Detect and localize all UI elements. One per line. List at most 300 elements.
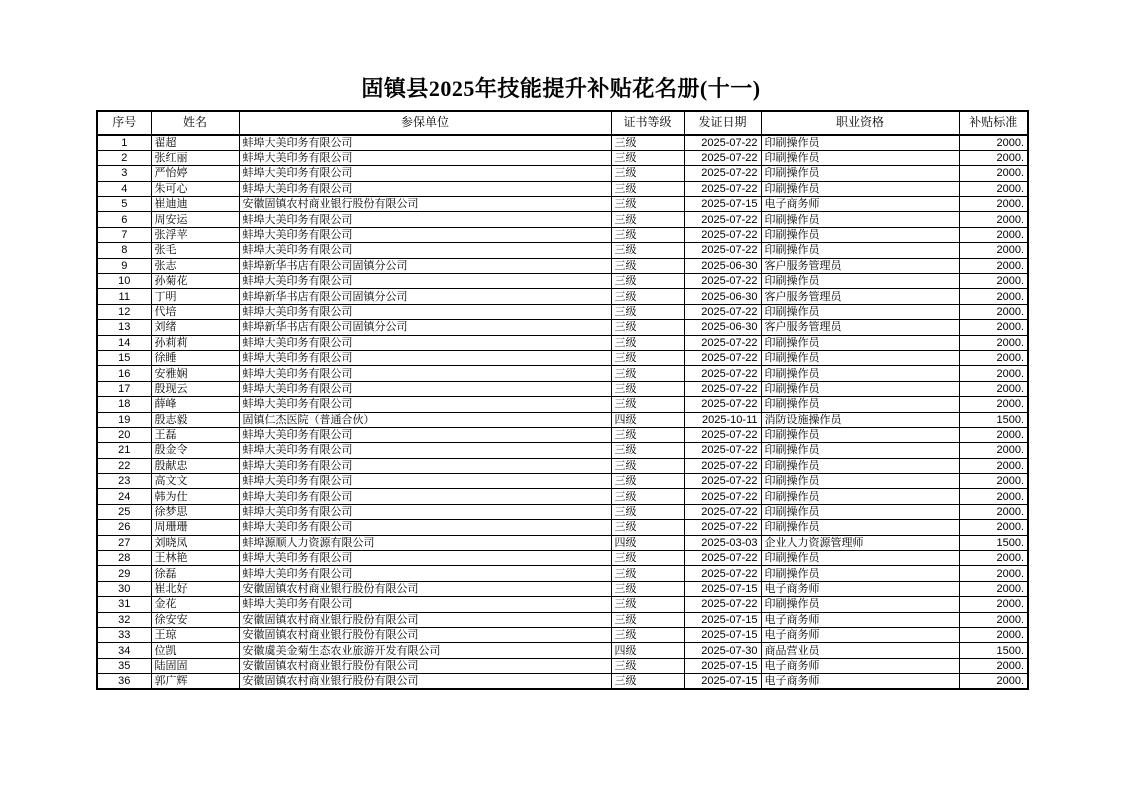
cell-subsidy: 2000. [959,612,1028,627]
cell-issue-date: 2025-07-15 [684,612,761,627]
cell-cert-level: 三级 [611,427,684,442]
table-row [97,212,1028,227]
cell-cert-level: 三级 [611,489,684,504]
cell-cert-level: 三级 [611,350,684,365]
cell-cert-level: 三级 [611,197,684,212]
cell-index: 18 [97,397,151,412]
column-header-name: 姓名 [151,111,239,135]
cell-name: 张志 [151,258,239,273]
cell-index: 9 [97,258,151,273]
cell-employer: 蚌埠大美印务有限公司 [239,458,611,473]
table-row [97,520,1028,535]
cell-name: 金花 [151,597,239,612]
cell-index: 32 [97,612,151,627]
cell-employer: 蚌埠大美印务有限公司 [239,443,611,458]
cell-cert-level: 三级 [611,335,684,350]
cell-name: 孙莉莉 [151,335,239,350]
cell-issue-date: 2025-06-30 [684,289,761,304]
cell-qualification: 客户服务管理员 [761,289,959,304]
cell-employer: 安徽固镇农村商业银行股份有限公司 [239,674,611,689]
cell-qualification: 印刷操作员 [761,597,959,612]
cell-index: 26 [97,520,151,535]
cell-subsidy: 2000. [959,304,1028,319]
column-header-issue-date: 发证日期 [684,111,761,135]
cell-index: 36 [97,674,151,689]
cell-issue-date: 2025-07-15 [684,674,761,689]
cell-employer: 蚌埠大美印务有限公司 [239,504,611,519]
cell-cert-level: 三级 [611,674,684,689]
cell-qualification: 电子商务师 [761,197,959,212]
cell-subsidy: 2000. [959,227,1028,242]
cell-employer: 蚌埠大美印务有限公司 [239,566,611,581]
cell-subsidy: 2000. [959,197,1028,212]
cell-name: 徐磊 [151,566,239,581]
cell-issue-date: 2025-07-22 [684,181,761,196]
cell-issue-date: 2025-07-22 [684,474,761,489]
cell-qualification: 印刷操作员 [761,274,959,289]
cell-qualification: 印刷操作员 [761,350,959,365]
cell-qualification: 印刷操作员 [761,427,959,442]
cell-issue-date: 2025-07-22 [684,381,761,396]
cell-index: 1 [97,135,151,150]
cell-name: 王琼 [151,628,239,643]
cell-index: 15 [97,350,151,365]
cell-issue-date: 2025-07-15 [684,197,761,212]
table-row [97,504,1028,519]
table-row [97,412,1028,427]
cell-name: 徐睡 [151,350,239,365]
cell-employer: 安徽虞美金菊生态农业旅游开发有限公司 [239,643,611,658]
cell-employer: 蚌埠大美印务有限公司 [239,274,611,289]
table-row [97,366,1028,381]
cell-cert-level: 三级 [611,504,684,519]
cell-issue-date: 2025-07-22 [684,227,761,242]
cell-employer: 蚌埠大美印务有限公司 [239,474,611,489]
cell-issue-date: 2025-07-22 [684,350,761,365]
cell-index: 30 [97,581,151,596]
cell-employer: 蚌埠源顺人力资源有限公司 [239,535,611,550]
cell-employer: 安徽固镇农村商业银行股份有限公司 [239,628,611,643]
cell-index: 17 [97,381,151,396]
cell-subsidy: 2000. [959,458,1028,473]
cell-index: 34 [97,643,151,658]
cell-issue-date: 2025-07-22 [684,443,761,458]
roster-table [96,110,1029,690]
cell-cert-level: 三级 [611,520,684,535]
cell-index: 7 [97,227,151,242]
cell-index: 16 [97,366,151,381]
table-row [97,304,1028,319]
cell-index: 14 [97,335,151,350]
cell-subsidy: 2000. [959,566,1028,581]
cell-qualification: 印刷操作员 [761,181,959,196]
cell-issue-date: 2025-07-15 [684,581,761,596]
table-row [97,643,1028,658]
cell-index: 8 [97,243,151,258]
cell-issue-date: 2025-03-03 [684,535,761,550]
cell-name: 郭广辉 [151,674,239,689]
cell-name: 张红丽 [151,150,239,165]
table-row [97,243,1028,258]
cell-qualification: 客户服务管理员 [761,320,959,335]
cell-cert-level: 三级 [611,366,684,381]
cell-issue-date: 2025-07-22 [684,274,761,289]
cell-issue-date: 2025-07-15 [684,658,761,673]
cell-cert-level: 三级 [611,381,684,396]
cell-index: 10 [97,274,151,289]
cell-name: 崔迪迪 [151,197,239,212]
cell-name: 殷金令 [151,443,239,458]
cell-qualification: 印刷操作员 [761,504,959,519]
table-row [97,150,1028,165]
table-row [97,612,1028,627]
cell-subsidy: 2000. [959,350,1028,365]
cell-employer: 蚌埠大美印务有限公司 [239,397,611,412]
cell-subsidy: 2000. [959,135,1028,150]
table-row [97,566,1028,581]
cell-index: 6 [97,212,151,227]
cell-name: 孙菊花 [151,274,239,289]
cell-index: 35 [97,658,151,673]
cell-issue-date: 2025-07-15 [684,628,761,643]
header-row [97,111,1028,135]
cell-employer: 蚌埠大美印务有限公司 [239,489,611,504]
table-row [97,397,1028,412]
cell-subsidy: 2000. [959,320,1028,335]
cell-issue-date: 2025-06-30 [684,258,761,273]
cell-cert-level: 三级 [611,289,684,304]
cell-issue-date: 2025-07-22 [684,566,761,581]
cell-cert-level: 三级 [611,274,684,289]
cell-name: 刘晓凤 [151,535,239,550]
cell-cert-level: 三级 [611,212,684,227]
table-row [97,335,1028,350]
cell-subsidy: 2000. [959,628,1028,643]
cell-qualification: 印刷操作员 [761,520,959,535]
cell-index: 11 [97,289,151,304]
cell-subsidy: 2000. [959,181,1028,196]
cell-subsidy: 2000. [959,381,1028,396]
cell-employer: 安徽固镇农村商业银行股份有限公司 [239,197,611,212]
cell-employer: 蚌埠大美印务有限公司 [239,304,611,319]
table-row [97,197,1028,212]
cell-subsidy: 2000. [959,166,1028,181]
cell-cert-level: 三级 [611,458,684,473]
cell-issue-date: 2025-07-22 [684,304,761,319]
cell-cert-level: 三级 [611,320,684,335]
cell-name: 殷现云 [151,381,239,396]
cell-qualification: 电子商务师 [761,581,959,596]
table-row [97,427,1028,442]
cell-employer: 蚌埠大美印务有限公司 [239,366,611,381]
cell-name: 崔北好 [151,581,239,596]
table-row [97,320,1028,335]
cell-index: 22 [97,458,151,473]
cell-cert-level: 三级 [611,304,684,319]
cell-issue-date: 2025-07-22 [684,335,761,350]
cell-name: 周安运 [151,212,239,227]
table-row [97,551,1028,566]
table-row [97,227,1028,242]
cell-name: 严怡婷 [151,166,239,181]
cell-issue-date: 2025-07-22 [684,366,761,381]
cell-index: 28 [97,551,151,566]
cell-qualification: 电子商务师 [761,628,959,643]
cell-employer: 蚌埠大美印务有限公司 [239,227,611,242]
cell-index: 20 [97,427,151,442]
cell-name: 陆固固 [151,658,239,673]
cell-index: 5 [97,197,151,212]
cell-qualification: 企业人力资源管理师 [761,535,959,550]
column-header-cert-level: 证书等级 [611,111,684,135]
column-header-employer: 参保单位 [239,111,611,135]
table-row [97,658,1028,673]
cell-cert-level: 三级 [611,150,684,165]
cell-employer: 蚌埠大美印务有限公司 [239,135,611,150]
cell-employer: 安徽固镇农村商业银行股份有限公司 [239,658,611,673]
cell-employer: 蚌埠大美印务有限公司 [239,597,611,612]
cell-subsidy: 2000. [959,366,1028,381]
table-row [97,381,1028,396]
cell-cert-level: 三级 [611,551,684,566]
cell-name: 薛峰 [151,397,239,412]
cell-qualification: 印刷操作员 [761,489,959,504]
cell-index: 19 [97,412,151,427]
cell-name: 安雅娴 [151,366,239,381]
cell-name: 周珊珊 [151,520,239,535]
cell-issue-date: 2025-07-22 [684,458,761,473]
cell-issue-date: 2025-07-22 [684,166,761,181]
cell-qualification: 印刷操作员 [761,166,959,181]
cell-subsidy: 2000. [959,489,1028,504]
cell-index: 24 [97,489,151,504]
table-row [97,350,1028,365]
cell-issue-date: 2025-07-30 [684,643,761,658]
cell-issue-date: 2025-07-22 [684,597,761,612]
cell-cert-level: 三级 [611,612,684,627]
cell-subsidy: 2000. [959,243,1028,258]
cell-name: 刘绪 [151,320,239,335]
cell-employer: 蚌埠大美印务有限公司 [239,551,611,566]
cell-index: 33 [97,628,151,643]
cell-index: 27 [97,535,151,550]
cell-qualification: 印刷操作员 [761,304,959,319]
cell-cert-level: 四级 [611,643,684,658]
cell-subsidy: 2000. [959,504,1028,519]
cell-employer: 蚌埠新华书店有限公司固镇分公司 [239,258,611,273]
cell-index: 4 [97,181,151,196]
cell-subsidy: 2000. [959,335,1028,350]
cell-employer: 蚌埠大美印务有限公司 [239,243,611,258]
table-row [97,258,1028,273]
table-row [97,181,1028,196]
cell-name: 王磊 [151,427,239,442]
table-row [97,674,1028,689]
cell-name: 朱可心 [151,181,239,196]
cell-subsidy: 2000. [959,674,1028,689]
cell-subsidy: 1500. [959,412,1028,427]
cell-employer: 蚌埠大美印务有限公司 [239,166,611,181]
cell-subsidy: 2000. [959,474,1028,489]
cell-issue-date: 2025-07-22 [684,243,761,258]
cell-qualification: 印刷操作员 [761,458,959,473]
cell-name: 徐安安 [151,612,239,627]
cell-cert-level: 三级 [611,628,684,643]
cell-name: 徐梦思 [151,504,239,519]
cell-subsidy: 2000. [959,258,1028,273]
cell-subsidy: 2000. [959,397,1028,412]
cell-index: 25 [97,504,151,519]
cell-cert-level: 三级 [611,581,684,596]
cell-index: 31 [97,597,151,612]
cell-issue-date: 2025-07-22 [684,150,761,165]
cell-issue-date: 2025-07-22 [684,551,761,566]
cell-qualification: 印刷操作员 [761,212,959,227]
cell-qualification: 印刷操作员 [761,335,959,350]
cell-cert-level: 三级 [611,258,684,273]
cell-issue-date: 2025-07-22 [684,427,761,442]
cell-name: 张浮苹 [151,227,239,242]
cell-index: 21 [97,443,151,458]
cell-issue-date: 2025-10-11 [684,412,761,427]
cell-employer: 安徽固镇农村商业银行股份有限公司 [239,581,611,596]
column-header-qualification: 职业资格 [761,111,959,135]
cell-issue-date: 2025-07-22 [684,489,761,504]
cell-employer: 安徽固镇农村商业银行股份有限公司 [239,612,611,627]
cell-subsidy: 2000. [959,427,1028,442]
cell-qualification: 印刷操作员 [761,381,959,396]
table-row [97,581,1028,596]
cell-name: 位凯 [151,643,239,658]
cell-name: 翟超 [151,135,239,150]
cell-qualification: 印刷操作员 [761,135,959,150]
cell-name: 高文文 [151,474,239,489]
cell-issue-date: 2025-06-30 [684,320,761,335]
cell-name: 张毛 [151,243,239,258]
cell-qualification: 消防设施操作员 [761,412,959,427]
cell-qualification: 印刷操作员 [761,551,959,566]
cell-cert-level: 三级 [611,227,684,242]
cell-qualification: 商品营业员 [761,643,959,658]
cell-subsidy: 2000. [959,150,1028,165]
cell-subsidy: 1500. [959,643,1028,658]
page-title: 固镇县2025年技能提升补贴花名册(十一) [361,76,761,101]
cell-cert-level: 三级 [611,474,684,489]
roster-table-container [96,110,1027,690]
cell-qualification: 电子商务师 [761,674,959,689]
cell-index: 2 [97,150,151,165]
table-row [97,166,1028,181]
cell-index: 29 [97,566,151,581]
cell-employer: 蚌埠大美印务有限公司 [239,150,611,165]
cell-qualification: 印刷操作员 [761,443,959,458]
table-body [97,135,1028,689]
cell-name: 代培 [151,304,239,319]
cell-employer: 固镇仁杰医院（普通合伙） [239,412,611,427]
cell-subsidy: 2000. [959,289,1028,304]
cell-issue-date: 2025-07-22 [684,520,761,535]
cell-name: 殷献忠 [151,458,239,473]
cell-qualification: 电子商务师 [761,612,959,627]
cell-qualification: 客户服务管理员 [761,258,959,273]
cell-employer: 蚌埠大美印务有限公司 [239,212,611,227]
cell-cert-level: 三级 [611,243,684,258]
cell-qualification: 印刷操作员 [761,474,959,489]
cell-cert-level: 三级 [611,566,684,581]
table-row [97,489,1028,504]
cell-cert-level: 三级 [611,135,684,150]
cell-employer: 蚌埠大美印务有限公司 [239,520,611,535]
cell-qualification: 印刷操作员 [761,243,959,258]
cell-cert-level: 四级 [611,412,684,427]
cell-employer: 蚌埠大美印务有限公司 [239,335,611,350]
cell-employer: 蚌埠大美印务有限公司 [239,181,611,196]
cell-index: 3 [97,166,151,181]
table-row [97,628,1028,643]
cell-cert-level: 三级 [611,181,684,196]
cell-issue-date: 2025-07-22 [684,397,761,412]
table-row [97,474,1028,489]
cell-qualification: 印刷操作员 [761,150,959,165]
cell-subsidy: 2000. [959,658,1028,673]
cell-subsidy: 2000. [959,551,1028,566]
cell-name: 殷志毅 [151,412,239,427]
table-row [97,535,1028,550]
cell-subsidy: 1500. [959,535,1028,550]
column-header-subsidy: 补贴标准 [959,111,1028,135]
cell-index: 12 [97,304,151,319]
table-row [97,597,1028,612]
table-row [97,135,1028,150]
cell-employer: 蚌埠大美印务有限公司 [239,381,611,396]
cell-qualification: 印刷操作员 [761,397,959,412]
cell-issue-date: 2025-07-22 [684,504,761,519]
cell-qualification: 印刷操作员 [761,566,959,581]
cell-cert-level: 三级 [611,597,684,612]
cell-qualification: 电子商务师 [761,658,959,673]
column-header-index: 序号 [97,111,151,135]
cell-name: 韩为仕 [151,489,239,504]
cell-subsidy: 2000. [959,274,1028,289]
cell-cert-level: 三级 [611,658,684,673]
table-header [97,111,1028,135]
cell-qualification: 印刷操作员 [761,227,959,242]
cell-subsidy: 2000. [959,581,1028,596]
cell-subsidy: 2000. [959,520,1028,535]
cell-employer: 蚌埠大美印务有限公司 [239,350,611,365]
cell-subsidy: 2000. [959,443,1028,458]
cell-subsidy: 2000. [959,212,1028,227]
cell-employer: 蚌埠新华书店有限公司固镇分公司 [239,320,611,335]
cell-cert-level: 三级 [611,166,684,181]
cell-index: 23 [97,474,151,489]
cell-cert-level: 三级 [611,443,684,458]
cell-cert-level: 四级 [611,535,684,550]
table-row [97,443,1028,458]
cell-cert-level: 三级 [611,397,684,412]
cell-employer: 蚌埠新华书店有限公司固镇分公司 [239,289,611,304]
cell-subsidy: 2000. [959,597,1028,612]
table-row [97,274,1028,289]
cell-name: 丁明 [151,289,239,304]
cell-index: 13 [97,320,151,335]
table-row [97,289,1028,304]
cell-name: 王林艳 [151,551,239,566]
cell-employer: 蚌埠大美印务有限公司 [239,427,611,442]
cell-issue-date: 2025-07-22 [684,135,761,150]
cell-issue-date: 2025-07-22 [684,212,761,227]
table-row [97,458,1028,473]
